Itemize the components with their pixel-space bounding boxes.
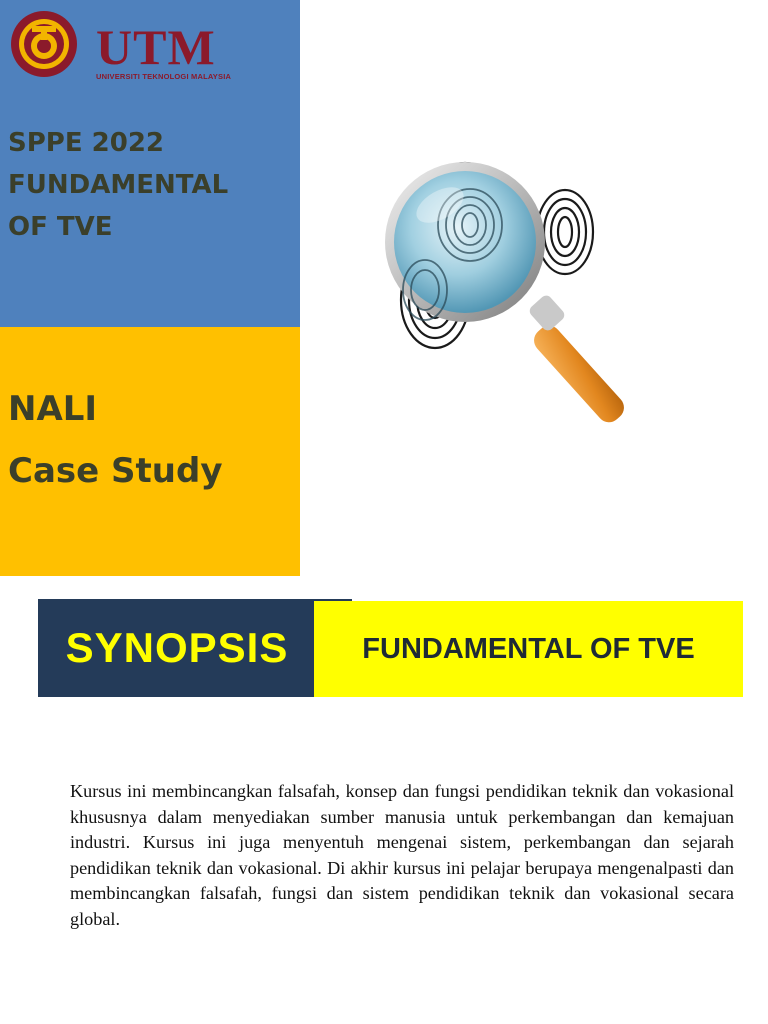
synopsis-heading: SYNOPSIS <box>65 624 289 671</box>
synopsis-body: Kursus ini membincangkan falsafah, konsep dan fungsi pendidikan teknik dan vokasional khususnya dalam menyediakan sumber manusia untuk perkembangan dan kemajuan industri. Kursus ini juga menyentuh mengenai sistem, perkembangan dan sejarah pendidikan teknik dan vokasional. Di akhir kursus ini pelajar berupaya mengenalpasti dan membincangkan falsafah, fungsi dan sistem pendidikan teknik dan vokasional secara global. <box>70 781 734 929</box>
course-title-line: SPPE 2022 <box>8 128 165 158</box>
case-study-line: Case Study <box>8 451 223 491</box>
synopsis-course-name: FUNDAMENTAL OF TVE <box>314 601 743 697</box>
course-title-line: FUNDAMENTAL <box>8 170 229 200</box>
magnifying-glass-icon <box>370 150 670 450</box>
logo-subtitle: UNIVERSITI TEKNOLOGI MALAYSIA <box>96 72 232 81</box>
logo-wordmark: UTM <box>96 19 216 75</box>
case-study-line: NALI <box>8 389 98 429</box>
case-study-title <box>8 378 293 502</box>
utm-crest-icon <box>10 10 78 78</box>
fingerprint-icon <box>537 190 593 274</box>
course-title-line: OF TVE <box>8 212 113 242</box>
course-title <box>8 122 293 248</box>
utm-logo <box>10 10 232 81</box>
